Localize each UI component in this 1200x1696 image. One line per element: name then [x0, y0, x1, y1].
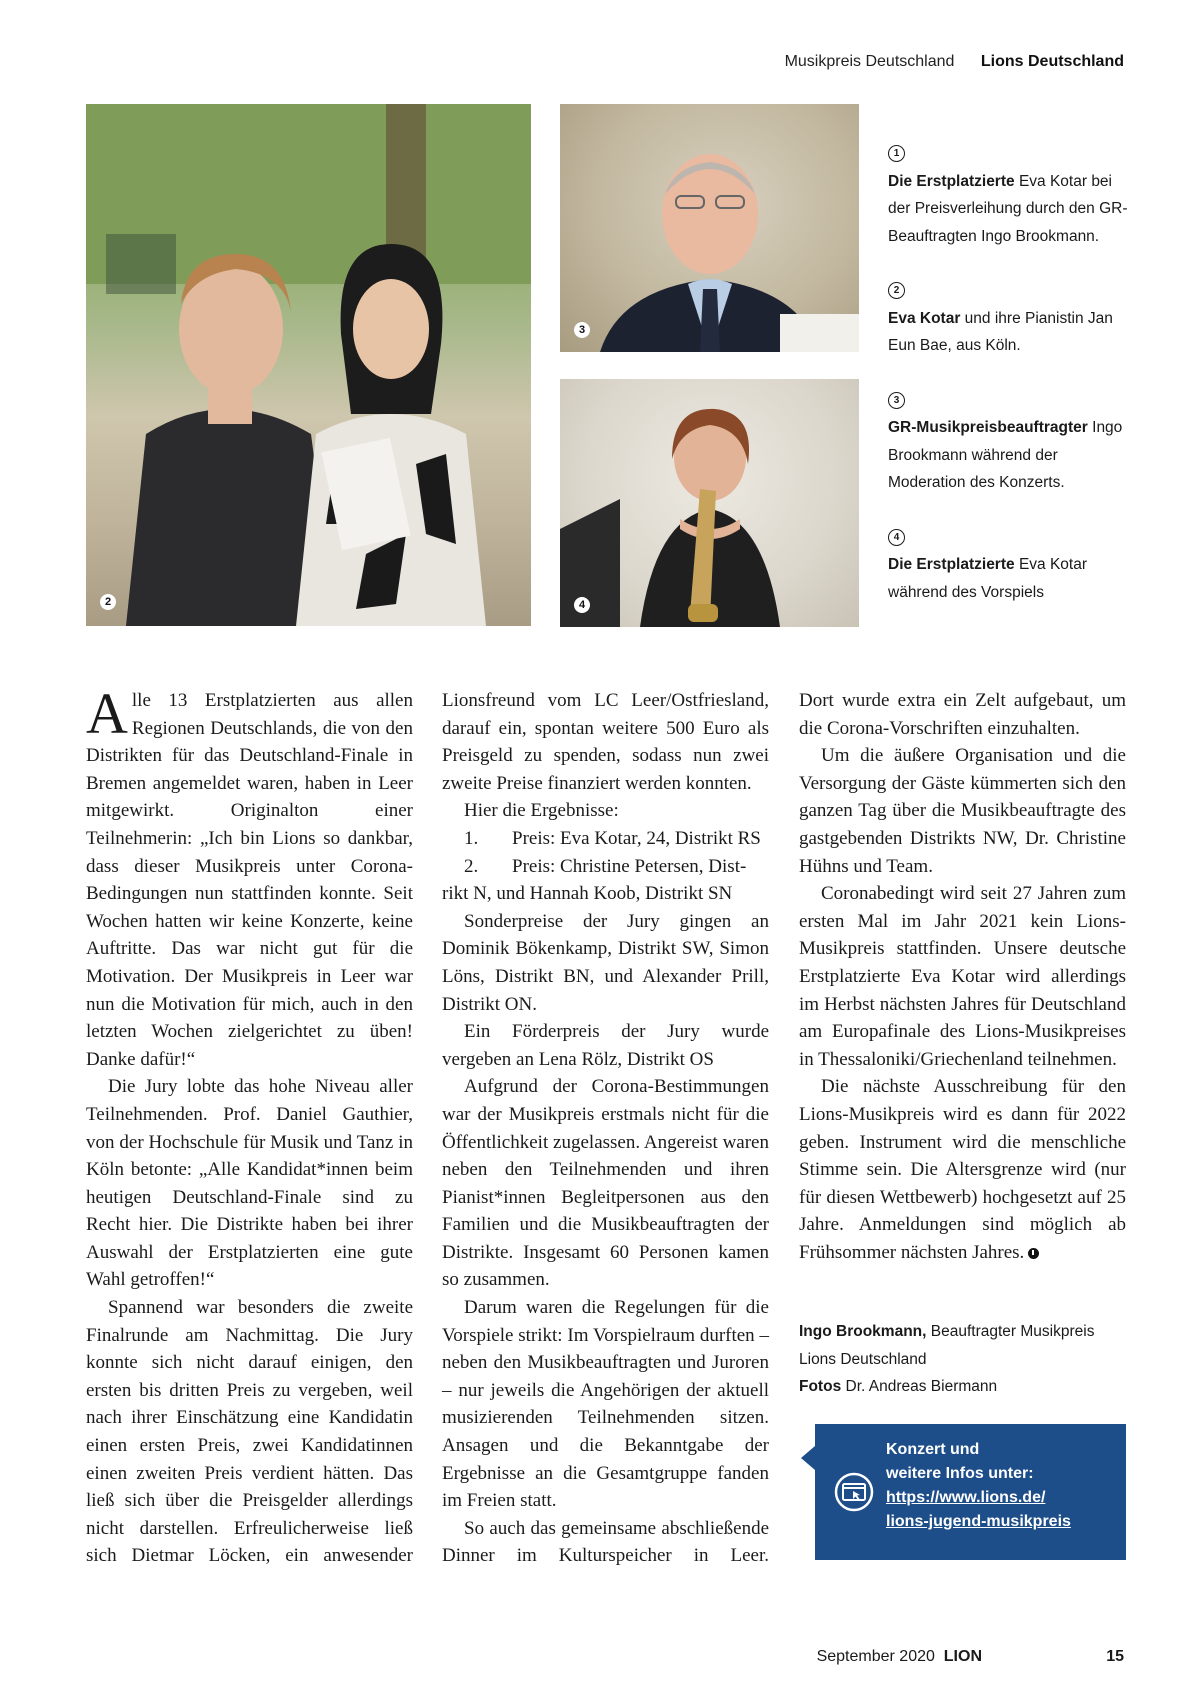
info-box-text [886, 1438, 1071, 1534]
author-name: Ingo Brookmann, [799, 1323, 927, 1340]
caption-number: 1 [888, 145, 905, 162]
caption-1 [888, 140, 1138, 250]
end-mark-icon [1028, 1248, 1039, 1259]
caption-text: und ihre Pianistin Jan Eun Bae, aus Köln. [888, 309, 1113, 354]
result-item-2 [442, 853, 769, 881]
caption-text: Eva Kotar während des Vorspiels [888, 556, 1088, 601]
list-text: Preis: Eva Kotar, 24, Distrikt RS [512, 827, 761, 849]
paragraph-text: Die nächste Ausschreibung für den Lions-Musikpreis wird es dann für 2022 geben. Instrument wird die menschliche Stimme sein. Die Altersgrenze wird (nur für diesen Wettbewerb) hochgesetzt auf 25 Jahre. Anmeldungen sind möglich ab Frühsommer nächsten Jahres. [799, 1076, 1126, 1263]
article-paragraph: Ein Förderpreis der Jury wurde vergeben an Lena Rölz, Distrikt OS [442, 1021, 769, 1070]
article-column-3 [799, 687, 1126, 1266]
caption-number: 2 [888, 282, 905, 299]
photo-eva-kotar-performing [560, 379, 859, 627]
section-title: Musikpreis Deutschland [784, 53, 955, 70]
article-paragraph: Sonderpreise der Jury gingen an Dominik Bökenkamp, Distrikt SW, Simon Löns, Distrikt BN, und Alexander Prill, Distrikt ON. [442, 910, 769, 1015]
photo-illustration [86, 104, 531, 626]
caption-3 [888, 387, 1138, 497]
running-header [785, 53, 1124, 71]
article-paragraph [86, 681, 413, 1073]
caption-2 [888, 277, 1138, 360]
caption-bold: Eva Kotar [888, 309, 961, 327]
photo-credit-label: Fotos [799, 1378, 842, 1395]
article-column-2 [442, 687, 769, 1570]
paragraph-text: lle 13 Erstplatzierten aus allen Regionen Deutschlands, die von den Distrikten für das Deutschland-Finale in Bremen angemeldet waren, haben in Leer mitgewirkt. Originalton einer Teilnehmerin: „Ich bin Lions so dankbar, dass dieser Musikpreis unter Corona-Bedingungen nun stattfinden konnte. Seit Wochen hatten wir keine Konzerte, keine Auftritte. Das war nicht gut für die Motivation. Der Musikpreis in Leer war nun die Motivation für mich, auch in den letzten Wochen zielgerichtet zu üben! Danke dafür!“ [86, 690, 413, 1070]
caption-4 [888, 524, 1138, 607]
caption-text: Eva Kotar bei der Preisverleihung durch den GR-Beauftragten Ingo Brookmann. [888, 172, 1128, 245]
info-box [815, 1424, 1126, 1560]
article-paragraph: Lionsfreund vom LC Leer/Ostfriesland, darauf ein, spontan weitere 500 Euro als Preisgeld zu spenden, sodass nun zwei zweite Preise finanziert werden konnten. [442, 690, 769, 794]
web-link-icon [834, 1472, 874, 1512]
article-paragraph [799, 1073, 1126, 1266]
info-line-2: weitere Infos unter: [886, 1465, 1034, 1482]
photo-badge: 2 [100, 594, 116, 610]
footer-issue [817, 1648, 982, 1666]
magazine-name: LION [943, 1648, 982, 1665]
info-link-part-1[interactable]: https://www.lions.de/ [886, 1489, 1046, 1506]
article-paragraph: Darum waren die Regelungen für die Vorspiele strikt: Im Vorspielraum durften – neben den Musikbeauftragten und Juroren – nur jeweils die Angehörigen der aktuell musizierenden Teilnehmenden sitzen. Ansagen und die Bekanntgabe der Ergebnisse an die Gesamtgruppe fanden im Freien statt. [442, 1297, 769, 1512]
article-paragraph: Coronabedingt wird seit 27 Jahren zum ersten Mal im Jahr 2021 kein Lions-Musikpreis stattfinden. Unsere deutsche Erstplatzierte Eva Kotar wird allerdings im Herbst nächsten Jahres für Deutschland am Europafinale des Lions-Musikpreises in Thessaloniki/Griechenland teilnehmen. [799, 883, 1126, 1070]
caption-bold: Die Erstplatzierte [888, 172, 1015, 190]
article-paragraph: Um die äußere Organisation und die Versorgung der Gäste kümmerten sich den ganzen Tag über die Musikbeauftragte des gastgebenden Distrikts NW, Dr. Christine Hühns und Team. [799, 745, 1126, 877]
article-paragraph: Spannend war besonders die zweite Finalrunde am Nachmittag. Die Jury konnte sich nicht darauf einigen, den ersten bis dritten Preis zu vergeben, weil nach ihrer Einschätzung eine Kandidatin einen ersten Preis, zwei Kandidatinnen einen zweiten Preis verdient hätten. Das ließ sich über die Preisgelder allerdings nicht darstellen. Erfreulicherweise ließ sich Dietmar Löcken, ein anwesender [86, 1297, 413, 1567]
caption-bold: Die Erstplatzierte [888, 556, 1015, 573]
photo-eva-kotar-and-pianist [86, 104, 531, 626]
photo-badge: 3 [574, 322, 590, 338]
photo-illustration [560, 104, 859, 352]
article-paragraph: Dort wurde extra ein Zelt aufgebaut, um die Corona-Vorschriften einzuhalten. [799, 690, 1126, 739]
info-link-part-2[interactable]: lions-jugend-musikpreis [886, 1513, 1071, 1530]
article-column-1 [86, 681, 413, 1570]
photo-illustration [560, 379, 859, 627]
result-item-2-cont: rikt N, und Hannah Koob, Distrikt SN [442, 883, 733, 905]
photo-ingo-brookmann [560, 104, 859, 352]
info-line-1: Konzert und [886, 1441, 980, 1458]
brand-title: Lions Deutschland [980, 53, 1124, 70]
author-role: Beauftragter Musikpreis Lions Deutschland [799, 1323, 1095, 1368]
list-number: 2. [464, 855, 479, 877]
photo-captions [888, 140, 1138, 633]
drop-cap: A [86, 681, 128, 746]
photo-badge: 4 [574, 597, 590, 613]
photo-credit-name: Dr. Andreas Biermann [841, 1378, 998, 1395]
article-credits [799, 1318, 1126, 1401]
article-paragraph: Hier die Ergebnisse: [464, 800, 619, 822]
photo-credit [799, 1373, 1126, 1401]
list-text: Preis: Christine Petersen, Dist- [512, 855, 747, 877]
article-paragraph: Die Jury lobte das hohe Niveau aller Teilnehmenden. Prof. Daniel Gauthier, von der Hochschule für Musik und Tanz in Köln betonte: „Alle Kandidat*innen beim heutigen Deutschland-Finale sind zu Recht hier. Die Distrikte haben bei ihrer Auswahl der Erstplatzierten eine gute Wahl getroffen!“ [86, 1076, 413, 1291]
page-number: 15 [1106, 1648, 1124, 1665]
caption-number: 3 [888, 392, 905, 409]
caption-bold: GR-Musikpreisbeauftragter [888, 419, 1088, 436]
result-item-1 [442, 825, 769, 853]
article-paragraph: Aufgrund der Corona-Bestimmungen war der Musikpreis erstmals nicht für die Öffentlichkeit zugelassen. Angereist waren neben den Teilnehmenden und ihren Pianist*innen Begleitpersonen aus den Familien und die Musikbeauftragten der Distrikte. Insgesamt 60 Personen kamen so zusammen. [442, 1076, 769, 1291]
list-number: 1. [464, 827, 479, 849]
author-credit [799, 1318, 1126, 1373]
issue-date: September 2020 [816, 1648, 935, 1665]
caption-text: Ingo Brookmann während der Moderation des Konzerts. [888, 419, 1123, 491]
caption-number: 4 [888, 529, 905, 546]
article-paragraph: So auch das gemeinsame abschließende Dinner im Kulturspeicher in Leer. [442, 1517, 769, 1567]
